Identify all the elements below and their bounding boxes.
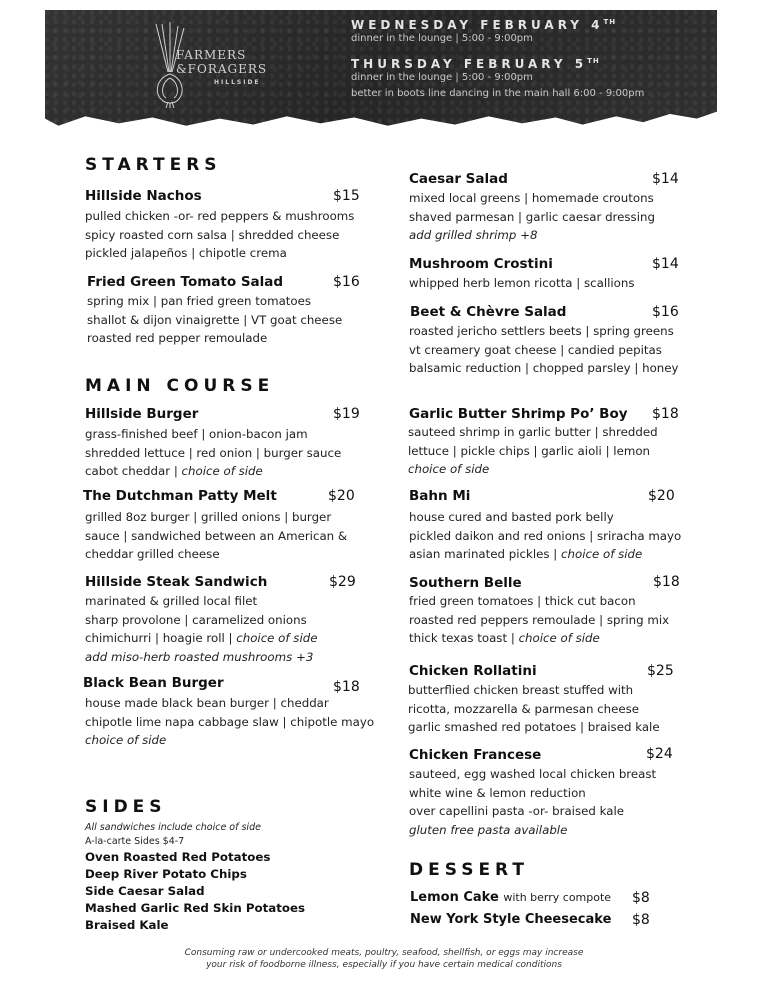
- item-price: $15: [333, 188, 360, 204]
- item-description: house made black bean burger | cheddar chipotle lime napa cabbage slaw | chipotle mayo choice of side: [85, 696, 375, 747]
- logo-text-foragers: &FORAGERS: [176, 62, 268, 76]
- event-thursday-detail: better in boots line dancing in the main hall 6:00 - 9:00pm: [351, 88, 645, 99]
- item-price: $18: [333, 679, 360, 695]
- item-name: Garlic Butter Shrimp Po’ Boy: [409, 406, 628, 422]
- item-name: Caesar Salad: [409, 171, 508, 187]
- item-name: Black Bean Burger: [83, 675, 224, 691]
- item-price: $20: [648, 488, 675, 504]
- item-description: roasted jericho settlers beets | spring greens vt creamery goat cheese | candied pepitas balsamic reduction | chopped parsley | honey: [409, 324, 679, 375]
- item-name: Hillside Burger: [85, 406, 199, 422]
- item-description: sauteed shrimp in garlic butter | shredded lettuce | pickle chips | garlic aioli | lemon choice of side: [408, 425, 658, 476]
- item-description: house cured and basted pork belly pickled daikon and red onions | sriracha mayo asian marinated pickles | choice of side: [409, 510, 682, 561]
- item-name: Bahn Mi: [409, 488, 471, 504]
- item-description: spring mix | pan fried green tomatoes shallot & dijon vinaigrette | VT goat cheese roasted red pepper remoulade: [87, 294, 343, 345]
- item-description: grass-finished beef | onion-bacon jam shredded lettuce | red onion | burger sauce cabot cheddar | choice of side: [85, 427, 342, 478]
- list-item: Mashed Garlic Red Skin Potatoes: [85, 901, 305, 915]
- item-price: $19: [333, 406, 360, 422]
- item-description: mixed local greens | homemade croutons shaved parmesan | garlic caesar dressing add grilled shrimp +8: [409, 191, 655, 242]
- event-wednesday-detail: dinner in the lounge | 5:00 - 9:00pm: [351, 33, 533, 44]
- item-name: Chicken Rollatini: [409, 663, 537, 679]
- item-name: Southern Belle: [409, 575, 522, 591]
- section-title-main-course: MAIN COURSE: [85, 376, 275, 396]
- list-item: Braised Kale: [85, 918, 169, 932]
- item-price: $25: [647, 663, 674, 679]
- item-price: $16: [333, 274, 360, 290]
- item-name: Mushroom Crostini: [409, 256, 553, 272]
- section-title-sides: SIDES: [85, 797, 167, 817]
- item-description: sauteed, egg washed local chicken breast white wine & lemon reduction over capellini pasta -or- braised kale gluten free pasta available: [409, 767, 657, 837]
- dessert-item: New York Style Cheesecake: [410, 912, 612, 927]
- item-price: $14: [652, 256, 679, 272]
- item-price: $18: [652, 406, 679, 422]
- list-item: Side Caesar Salad: [85, 884, 205, 898]
- footer-disclaimer: Consuming raw or undercooked meats, poultry, seafood, shellfish, or eggs may increase your risk of foodborne illness, especially if you have certain medical conditions: [184, 948, 584, 970]
- item-price: $29: [329, 574, 356, 590]
- item-price: $20: [328, 488, 355, 504]
- dessert-item: Lemon Cake with berry compote: [410, 890, 612, 905]
- item-price: $8: [632, 890, 650, 906]
- logo-text-hillside: HILLSIDE: [214, 79, 261, 86]
- logo-text-farmers: FARMERS: [176, 48, 247, 62]
- event-thursday-title: THURSDAY FEBRUARY 5TH: [351, 57, 600, 71]
- section-title-starters: STARTERS: [85, 155, 222, 175]
- item-price: $14: [652, 171, 679, 187]
- item-name: Chicken Francese: [409, 747, 542, 763]
- item-description: grilled 8oz burger | grilled onions | burger sauce | sandwiched between an American & cheddar grilled cheese: [85, 510, 348, 561]
- sides-note: All sandwiches include choice of side: [85, 822, 261, 833]
- list-item: Deep River Potato Chips: [85, 867, 247, 881]
- item-description: pulled chicken -or- red peppers & mushrooms spicy roasted corn salsa | shredded cheese pickled jalapeños | chipotle crema: [85, 209, 355, 260]
- item-description: butterflied chicken breast stuffed with ricotta, mozzarella & parmesan cheese garlic smashed red potatoes | braised kale: [408, 683, 660, 734]
- item-name: Hillside Steak Sandwich: [85, 574, 268, 590]
- event-wednesday-title: WEDNESDAY FEBRUARY 4TH: [351, 18, 617, 32]
- item-description: whipped herb lemon ricotta | scallions: [409, 276, 635, 290]
- item-price: $24: [646, 746, 673, 762]
- item-price: $8: [632, 912, 650, 928]
- list-item: Oven Roasted Red Potatoes: [85, 850, 271, 864]
- section-title-dessert: DESSERT: [409, 860, 529, 880]
- item-name: Fried Green Tomato Salad: [87, 274, 284, 290]
- item-name: The Dutchman Patty Melt: [83, 488, 277, 504]
- item-price: $16: [652, 304, 679, 320]
- sides-list: [85, 849, 305, 934]
- event-thursday-detail: dinner in the lounge | 5:00 - 9:00pm: [351, 72, 533, 83]
- item-price: $18: [653, 574, 680, 590]
- item-description: fried green tomatoes | thick cut bacon roasted red peppers remoulade | spring mix thick texas toast | choice of side: [409, 594, 670, 645]
- item-name: Hillside Nachos: [85, 188, 202, 204]
- item-description: marinated & grilled local filet sharp provolone | caramelized onions chimichurri | hoagie roll | choice of side add miso-herb roasted mushrooms +3: [85, 594, 318, 664]
- sides-price-note: A-la-carte Sides $4-7: [85, 836, 185, 847]
- item-name: Beet & Chèvre Salad: [410, 304, 567, 320]
